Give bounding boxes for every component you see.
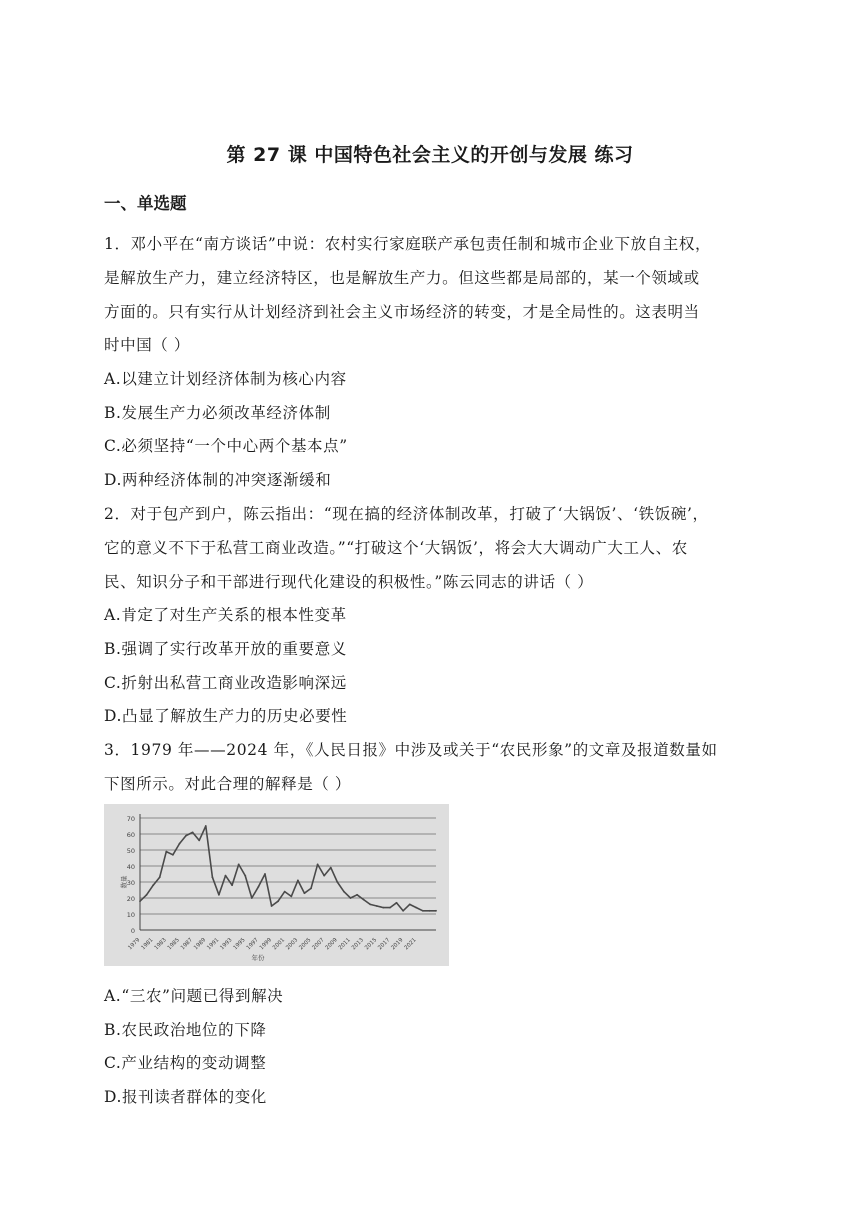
question-3-option-d: D.报刊读者群体的变化	[104, 1088, 267, 1106]
question-2-option-b: B.强调了实行改革开放的重要意义	[104, 640, 347, 658]
question-1-option-c: C.必须坚持“一个中心两个基本点”	[104, 437, 348, 455]
x-tick-label: 1979	[127, 937, 142, 952]
data-point	[179, 843, 181, 845]
x-tick-label: 1981	[140, 937, 155, 952]
data-point	[238, 864, 240, 866]
question-1-line-3: 方面的。只有实行从计划经济到社会主义市场经济的转变，才是全局性的。这表明当	[104, 303, 700, 321]
section-heading: 一、单选题	[104, 194, 187, 213]
y-tick-label: 70	[126, 815, 135, 823]
data-point	[277, 900, 279, 902]
x-tick-label: 1983	[153, 937, 168, 952]
question-2-line-1: 2．对于包产到户，陈云指出：“现在搞的经济体制改革，打破了‘大锅饭’、‘铁饭碗’，	[104, 505, 709, 523]
x-tick-label: 2005	[298, 937, 313, 952]
x-tick-label: 2017	[377, 937, 392, 952]
x-tick-label: 2007	[311, 937, 326, 952]
question-1-option-b: B.发展生产力必须改革经济体制	[104, 404, 331, 422]
x-tick-label: 2015	[364, 937, 379, 952]
data-point	[297, 880, 299, 882]
data-point	[376, 905, 378, 907]
x-tick-label: 1999	[258, 937, 273, 952]
x-tick-label: 1985	[166, 937, 181, 952]
data-point	[422, 910, 424, 912]
data-point	[330, 867, 332, 869]
data-point	[159, 876, 161, 878]
question-3-option-c: C.产业结构的变动调整	[104, 1054, 267, 1072]
data-point	[382, 907, 384, 909]
data-point	[146, 894, 148, 896]
question-1-line-4: 时中国（ ）	[104, 336, 191, 354]
data-point	[336, 881, 338, 883]
data-point	[192, 832, 194, 834]
x-tick-label: 1995	[232, 937, 247, 952]
question-2-option-c: C.折射出私营工商业改造影响深远	[104, 674, 347, 692]
y-tick-label: 10	[126, 911, 135, 919]
y-tick-label: 60	[126, 831, 135, 839]
x-tick-label: 2011	[337, 937, 352, 952]
y-axis-label: 数量	[120, 875, 128, 889]
data-point	[415, 907, 417, 909]
data-point	[363, 899, 365, 901]
data-point	[152, 884, 154, 886]
y-tick-label: 50	[126, 847, 135, 855]
x-tick-label: 2019	[390, 937, 405, 952]
data-point	[435, 910, 437, 912]
data-point	[258, 886, 260, 888]
x-tick-label: 2003	[285, 937, 300, 952]
data-point	[165, 851, 167, 853]
question-3-option-a: A.“三农”问题已得到解决	[104, 987, 284, 1005]
x-tick-label: 1997	[245, 937, 260, 952]
x-tick-label: 2009	[324, 937, 339, 952]
x-tick-label: 2021	[403, 937, 418, 952]
question-3-line-1: 3．1979 年——2024 年，《人民日报》中涉及或关于“农民形象”的文章及报道数量如	[104, 741, 718, 759]
question-1-option-a: A.以建立计划经济体制为核心内容	[104, 370, 347, 388]
question-1-line-1: 1．邓小平在“南方谈话”中说：农村实行家庭联产承包责任制和城市企业下放自主权，	[104, 235, 712, 253]
y-tick-label: 20	[126, 895, 135, 903]
question-2-line-2: 它的意义不下于私营工商业改造。”“打破这个‘大锅饭’，将会大大调动广大工人、农	[104, 539, 688, 557]
x-tick-label: 1991	[206, 937, 221, 952]
data-point	[231, 884, 233, 886]
y-tick-label: 30	[126, 879, 135, 887]
data-point	[429, 910, 431, 912]
data-point	[205, 825, 207, 827]
data-point	[402, 910, 404, 912]
data-point	[139, 900, 141, 902]
data-point	[218, 894, 220, 896]
chart-figure	[104, 804, 449, 966]
x-axis-label: 年份	[251, 954, 265, 962]
x-tick-label: 1987	[179, 937, 195, 952]
y-tick-label: 0	[130, 927, 135, 935]
data-point	[185, 835, 187, 837]
question-3-line-2: 下图所示。对此合理的解释是（ ）	[104, 775, 352, 793]
data-point	[304, 892, 306, 894]
data-point	[350, 897, 352, 899]
question-1-line-2: 是解放生产力，建立经济特区，也是解放生产力。但这些都是局部的，某一个领域或	[104, 269, 700, 287]
data-point	[396, 902, 398, 904]
data-point	[244, 875, 246, 877]
question-3-option-b: B.农民政治地位的下降	[104, 1021, 267, 1039]
data-point	[271, 905, 273, 907]
x-tick-label: 1993	[219, 937, 234, 952]
data-point	[264, 873, 266, 875]
data-point	[198, 840, 200, 842]
question-1-option-d: D.两种经济体制的冲突逐渐缓和	[104, 471, 332, 489]
page-title: 第 27 课 中国特色社会主义的开创与发展 练习	[226, 144, 634, 166]
x-tick-label: 2001	[271, 937, 287, 952]
y-tick-label: 40	[126, 863, 135, 871]
line-chart	[104, 804, 449, 966]
data-point	[409, 904, 411, 906]
data-point	[356, 894, 358, 896]
data-point	[389, 907, 391, 909]
data-point	[172, 854, 174, 856]
data-point	[343, 891, 345, 893]
data-point	[317, 864, 319, 866]
question-2-option-a: A.肯定了对生产关系的根本性变革	[104, 606, 347, 624]
x-tick-label: 2013	[350, 937, 366, 952]
data-point	[225, 875, 227, 877]
question-2-option-d: D.凸显了解放生产力的历史必要性	[104, 707, 348, 725]
data-point	[369, 904, 371, 906]
data-point	[310, 888, 312, 890]
x-tick-label: 1989	[193, 937, 208, 952]
data-point	[251, 897, 253, 899]
question-2-line-3: 民、知识分子和干部进行现代化建设的积极性。”陈云同志的讲话（ ）	[104, 573, 594, 591]
data-point	[211, 876, 213, 878]
data-point	[323, 875, 325, 877]
data-point	[290, 896, 292, 898]
data-point	[284, 891, 286, 893]
